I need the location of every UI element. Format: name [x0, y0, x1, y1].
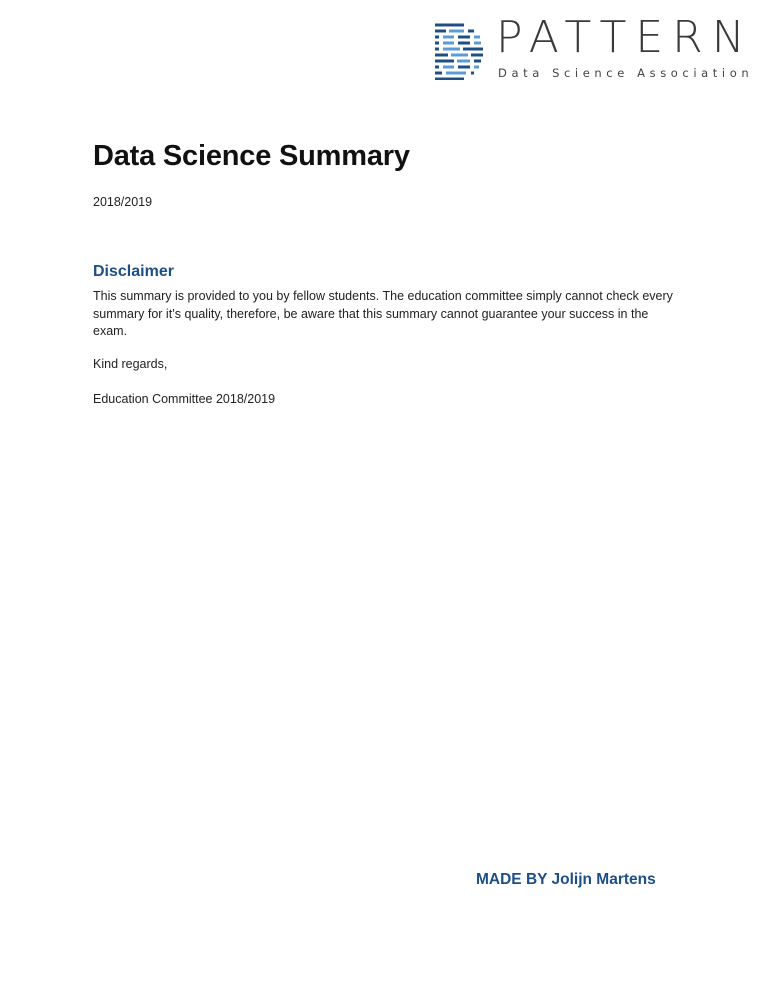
document-title: Data Science Summary [93, 140, 410, 172]
logo-tagline: Data Science Association [498, 66, 754, 80]
made-by-credit: MADE BY Jolijn Martens [476, 871, 656, 888]
disclaimer-heading: Disclaimer [93, 263, 174, 280]
closing-text: Kind regards, [93, 357, 168, 371]
document-year: 2018/2019 [93, 195, 153, 209]
pattern-logo [434, 12, 754, 82]
signature-text: Education Committee 2018/2019 [93, 392, 276, 406]
pattern-dashes-logo-icon [434, 22, 484, 80]
disclaimer-body: This summary is provided to you by fellow students. The education committee simply cannot check every summary for it’s quality, therefore, be aware that this summary cannot guarantee your success in the exam. [93, 289, 673, 338]
logo-wordmark: PATTERN [496, 12, 754, 63]
